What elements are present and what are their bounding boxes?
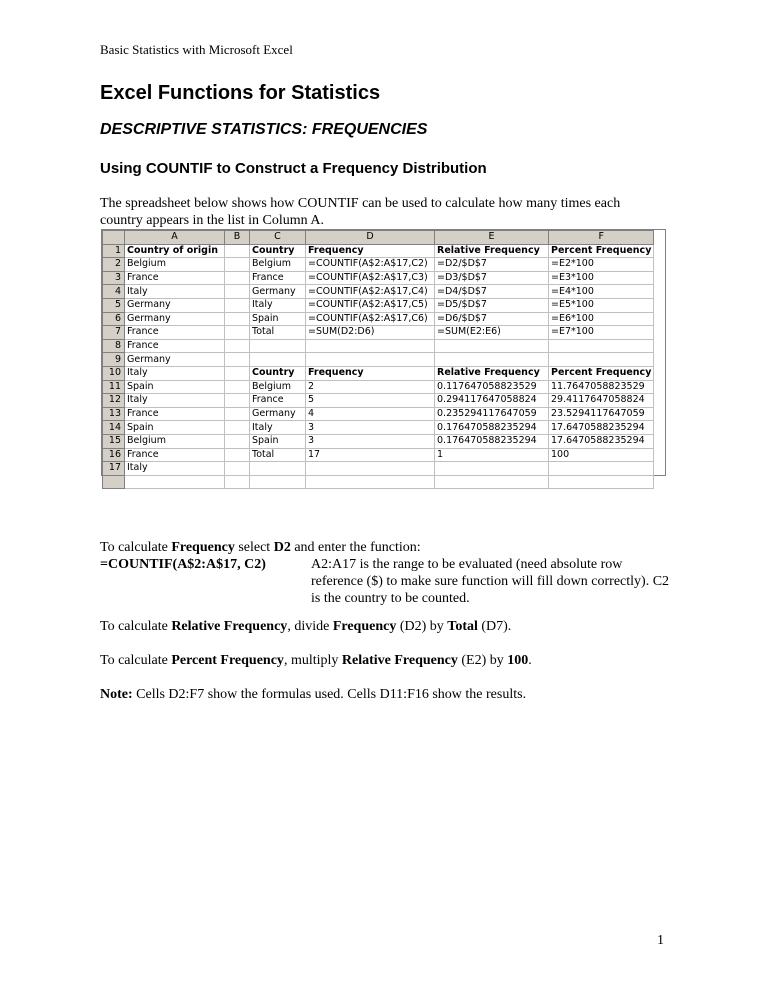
text: , divide (287, 619, 333, 634)
text: To calculate (100, 653, 172, 668)
cell[interactable]: Germany (250, 285, 306, 299)
cell[interactable]: =D5/$D$7 (435, 298, 549, 312)
column-header-row (103, 231, 654, 245)
row-header[interactable]: 2 (103, 258, 125, 272)
cell[interactable] (435, 475, 549, 489)
cell[interactable]: Spain (250, 312, 306, 326)
cell[interactable] (306, 475, 435, 489)
sheet-row (103, 258, 654, 272)
cell[interactable] (435, 339, 549, 353)
cell[interactable] (225, 407, 250, 421)
cell[interactable]: =COUNTIF(A$2:A$17,C4) (306, 285, 435, 299)
cell[interactable]: Total (250, 448, 306, 462)
spreadsheet-grid (102, 230, 654, 489)
cell[interactable]: Belgium (125, 434, 225, 448)
row-header[interactable]: 9 (103, 353, 125, 367)
cell[interactable]: France (125, 448, 225, 462)
cell[interactable]: Germany (125, 353, 225, 367)
cell[interactable]: France (125, 407, 225, 421)
cell[interactable]: Italy (125, 394, 225, 408)
document-title: Excel Functions for Statistics (100, 82, 381, 104)
text: To calculate (100, 619, 172, 634)
text: To calculate (100, 540, 172, 555)
cell[interactable]: =D3/$D$7 (435, 271, 549, 285)
cell[interactable]: Frequency (306, 244, 435, 258)
column-header[interactable]: A (125, 231, 225, 245)
term: Frequency (332, 619, 397, 634)
cell[interactable]: Relative Frequency (435, 366, 549, 380)
cell[interactable]: Belgium (250, 380, 306, 394)
cell[interactable] (225, 244, 250, 258)
section-heading: DESCRIPTIVE STATISTICS: FREQUENCIES (100, 121, 428, 138)
sheet-row (103, 380, 654, 394)
cell[interactable]: Germany (250, 407, 306, 421)
sheet-row (103, 394, 654, 408)
cell[interactable] (225, 462, 250, 476)
row-header[interactable]: 8 (103, 339, 125, 353)
text: . (528, 653, 532, 668)
cell[interactable] (549, 339, 654, 353)
term: Relative Frequency (341, 653, 458, 668)
cell[interactable]: France (250, 394, 306, 408)
cell[interactable] (225, 434, 250, 448)
subsection-heading: Using COUNTIF to Construct a Frequency Distribution (100, 160, 487, 177)
cell[interactable]: 17.6470588235294 (549, 421, 654, 435)
sheet-row (103, 448, 654, 462)
cell[interactable]: Spain (250, 434, 306, 448)
cell[interactable]: =D2/$D$7 (435, 258, 549, 272)
cell[interactable]: =E2*100 (549, 258, 654, 272)
sheet-row (103, 244, 654, 258)
cell[interactable] (225, 475, 250, 489)
cell[interactable]: Belgium (250, 258, 306, 272)
text: select (234, 540, 274, 555)
cell[interactable]: Germany (125, 298, 225, 312)
page-number: 1 (657, 933, 664, 948)
column-header[interactable]: F (549, 231, 654, 245)
cell[interactable]: France (250, 271, 306, 285)
cell[interactable] (225, 312, 250, 326)
sheet-row (103, 312, 654, 326)
cell[interactable]: Percent Frequency (549, 366, 654, 380)
cell[interactable] (225, 258, 250, 272)
cell[interactable]: France (125, 339, 225, 353)
cell[interactable]: Spain (125, 380, 225, 394)
note-paragraph (100, 686, 526, 703)
term: Relative Frequency (171, 619, 288, 634)
cell[interactable] (549, 353, 654, 367)
cell[interactable]: 0.117647058823529 (435, 380, 549, 394)
cell[interactable]: =COUNTIF(A$2:A$17,C2) (306, 258, 435, 272)
cell[interactable] (225, 366, 250, 380)
cell[interactable] (225, 421, 250, 435)
column-header[interactable]: B (225, 231, 250, 245)
cell[interactable]: 3 (306, 421, 435, 435)
cell[interactable]: 17 (306, 448, 435, 462)
cell[interactable]: =SUM(E2:E6) (435, 326, 549, 340)
text: (E2) by (457, 653, 508, 668)
column-header[interactable]: E (435, 231, 549, 245)
row-header[interactable]: 5 (103, 298, 125, 312)
cell[interactable] (225, 285, 250, 299)
row-header[interactable]: 6 (103, 312, 125, 326)
sheet-row (103, 353, 654, 367)
cell[interactable]: Relative Frequency (435, 244, 549, 258)
spreadsheet-screenshot (101, 229, 666, 476)
cell[interactable] (225, 326, 250, 340)
cell[interactable]: Italy (125, 462, 225, 476)
note-text: Cells D2:F7 show the formulas used. Cells D11:F16 show the results. (132, 687, 527, 702)
row-header[interactable]: 7 (103, 326, 125, 340)
row-header[interactable]: 15 (103, 434, 125, 448)
cell[interactable]: =E3*100 (549, 271, 654, 285)
cell[interactable]: 11.7647058823529 (549, 380, 654, 394)
cell[interactable]: Spain (125, 421, 225, 435)
sheet-row (103, 339, 654, 353)
cell[interactable]: =COUNTIF(A$2:A$17,C6) (306, 312, 435, 326)
cell-ref-d2: D2 (273, 540, 291, 555)
row-header[interactable]: 16 (103, 448, 125, 462)
cell[interactable]: =COUNTIF(A$2:A$17,C3) (306, 271, 435, 285)
row-header[interactable]: 3 (103, 271, 125, 285)
countif-formula: =COUNTIF(A$2:A$17, C2) (100, 557, 266, 572)
cell[interactable] (306, 339, 435, 353)
cell[interactable]: 0.176470588235294 (435, 434, 549, 448)
cell[interactable]: =E7*100 (549, 326, 654, 340)
cell[interactable]: 2 (306, 380, 435, 394)
cell[interactable]: =SUM(D2:D6) (306, 326, 435, 340)
cell[interactable] (549, 462, 654, 476)
row-header[interactable]: 12 (103, 394, 125, 408)
column-header[interactable]: D (306, 231, 435, 245)
text: and enter the function: (290, 540, 421, 555)
cell[interactable] (306, 353, 435, 367)
cell[interactable]: =E6*100 (549, 312, 654, 326)
sheet-row (103, 366, 654, 380)
cell[interactable] (549, 475, 654, 489)
cell[interactable]: 29.4117647058824 (549, 394, 654, 408)
row-header[interactable]: 11 (103, 380, 125, 394)
cell[interactable]: 3 (306, 434, 435, 448)
cell[interactable]: Percent Frequency (549, 244, 654, 258)
note-label: Note: (100, 687, 133, 702)
cell[interactable]: 4 (306, 407, 435, 421)
row-header[interactable]: 1 (103, 244, 125, 258)
cell[interactable]: 5 (306, 394, 435, 408)
cell[interactable]: Italy (125, 285, 225, 299)
cell[interactable]: Frequency (306, 366, 435, 380)
row-header[interactable]: 14 (103, 421, 125, 435)
cell[interactable] (225, 380, 250, 394)
cell[interactable]: France (125, 326, 225, 340)
row-header[interactable] (103, 475, 125, 489)
cell[interactable] (306, 462, 435, 476)
sheet-row (103, 462, 654, 476)
cell[interactable] (225, 271, 250, 285)
cell[interactable]: =COUNTIF(A$2:A$17,C5) (306, 298, 435, 312)
cell[interactable]: 0.176470588235294 (435, 421, 549, 435)
term: Total (447, 619, 478, 634)
row-header[interactable]: 17 (103, 462, 125, 476)
cell[interactable] (250, 353, 306, 367)
cell[interactable] (225, 298, 250, 312)
cell[interactable]: =E4*100 (549, 285, 654, 299)
text: (D2) by (396, 619, 448, 634)
sheet-row (103, 434, 654, 448)
select-all-corner[interactable] (103, 231, 125, 245)
cell[interactable]: Total (250, 326, 306, 340)
cell[interactable]: 0.235294117647059 (435, 407, 549, 421)
cell[interactable]: Germany (125, 312, 225, 326)
cell[interactable]: 0.294117647058824 (435, 394, 549, 408)
sheet-row (103, 298, 654, 312)
text: (D7). (477, 619, 512, 634)
cell[interactable] (250, 475, 306, 489)
cell[interactable] (225, 394, 250, 408)
term: Percent Frequency (171, 653, 284, 668)
sheet-row (103, 407, 654, 421)
cell[interactable]: Country (250, 366, 306, 380)
cell[interactable]: 100 (549, 448, 654, 462)
cell[interactable] (250, 462, 306, 476)
cell[interactable]: France (125, 271, 225, 285)
cell[interactable]: =D6/$D$7 (435, 312, 549, 326)
term: 100 (507, 653, 529, 668)
cell[interactable]: =D4/$D$7 (435, 285, 549, 299)
intro-paragraph: The spreadsheet below shows how COUNTIF can be used to calculate how many times each country appears in the list in Column A. (100, 196, 621, 228)
cell[interactable]: 1 (435, 448, 549, 462)
cell[interactable] (125, 475, 225, 489)
cell[interactable]: 17.6470588235294 (549, 434, 654, 448)
percent-frequency-instruction (100, 652, 532, 669)
cell[interactable] (225, 353, 250, 367)
column-header[interactable]: C (250, 231, 306, 245)
sheet-row (103, 475, 654, 489)
row-header[interactable]: 13 (103, 407, 125, 421)
cell[interactable] (435, 353, 549, 367)
cell[interactable]: Italy (250, 298, 306, 312)
row-header[interactable]: 4 (103, 285, 125, 299)
sheet-row (103, 421, 654, 435)
cell[interactable] (250, 339, 306, 353)
relative-frequency-instruction (100, 618, 511, 635)
cell[interactable]: Italy (250, 421, 306, 435)
page-header: Basic Statistics with Microsoft Excel (100, 42, 293, 57)
formula-note: A2:A17 is the range to be evaluated (need absolute row reference ($) to make sure function will fill down correctly). C2 is the country to be counted. (311, 557, 670, 606)
cell[interactable] (225, 448, 250, 462)
frequency-instruction (100, 539, 421, 556)
cell[interactable] (435, 462, 549, 476)
sheet-row (103, 285, 654, 299)
sheet-row (103, 271, 654, 285)
cell[interactable]: 23.5294117647059 (549, 407, 654, 421)
cell[interactable]: Italy (125, 366, 225, 380)
cell[interactable]: =E5*100 (549, 298, 654, 312)
cell[interactable]: Country (250, 244, 306, 258)
cell[interactable]: Country of origin (125, 244, 225, 258)
cell[interactable]: Belgium (125, 258, 225, 272)
row-header[interactable]: 10 (103, 366, 125, 380)
text: , multiply (283, 653, 342, 668)
term-frequency: Frequency (171, 540, 235, 555)
sheet-row (103, 326, 654, 340)
cell[interactable] (225, 339, 250, 353)
